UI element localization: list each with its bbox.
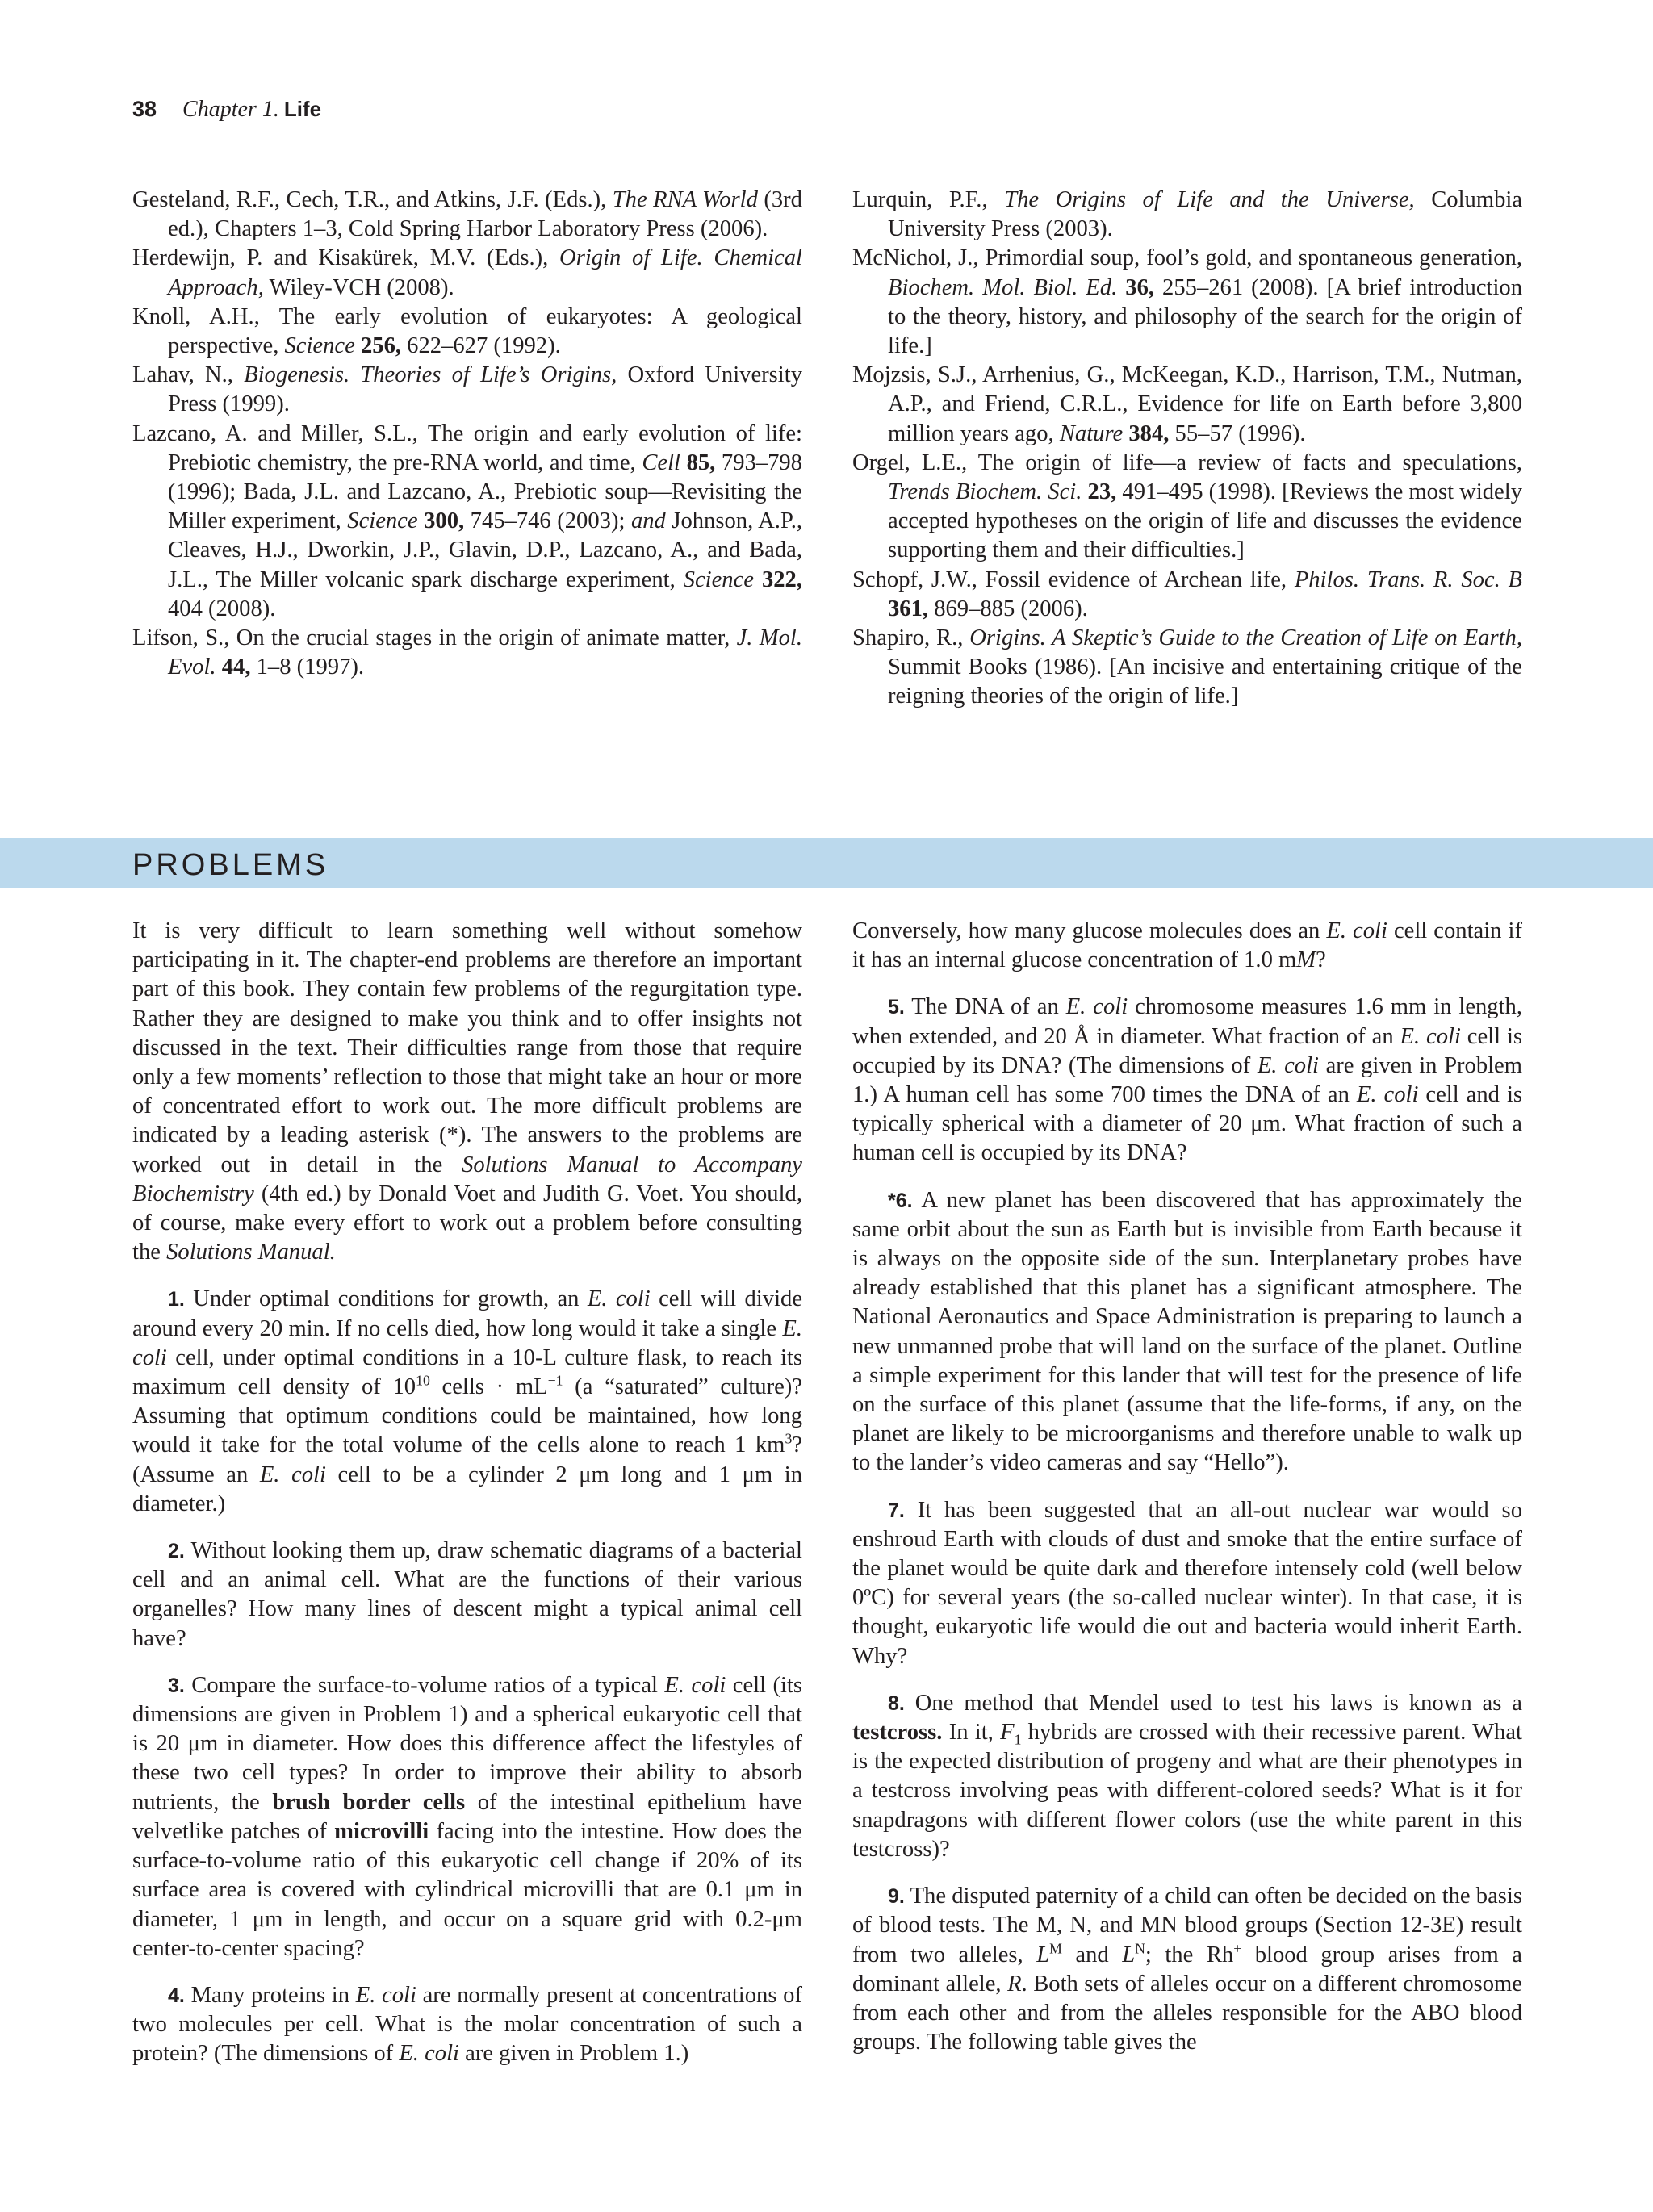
text-run: testcross. [852,1720,943,1746]
problems-heading: PROBLEMS [132,848,329,882]
text-run: cell contain if it has an internal glucose concentration of 1.0 m [852,918,1522,973]
text-run: Knoll, A.H., The early evolution of eukaryotes: A geological perspective, [132,303,802,359]
text-run: Nature [1059,420,1124,446]
text-run: cell is occupied by its DNA? (The dimensions of [852,1023,1523,1078]
text-run: are given in Problem 1.) [458,2041,689,2067]
text-run: E. coli [1400,1023,1461,1049]
problem-number: 5. [888,996,905,1019]
text-run: (4th ed.) by Donald Voet and Judith G. Voet. You should, of course, make every effort to work out a problem before consulting the [132,1181,802,1265]
left-reference-5 [132,420,802,624]
problem-number: 3. [168,1674,185,1697]
problem-number: 1. [168,1288,185,1311]
problem-1 [132,1285,802,1519]
right-reference-6 [852,624,1522,712]
text-run: 361, [888,596,929,621]
text-run: Shapiro, R., [852,625,970,651]
text-run: 622–627 (1992). [401,333,561,359]
right-reference-4 [852,449,1522,566]
text-run: E. coli [664,1672,726,1698]
text-run: microvilli [334,1818,429,1844]
text-run: L [1122,1942,1136,1967]
text-run: R [1007,1971,1022,1997]
text-run: Schopf, J.W., Fossil evidence of Archean life, [852,567,1295,592]
problem-8 [852,1689,1522,1864]
text-run: Under optimal conditions for growth, an [193,1286,588,1312]
text-run: Science [683,567,754,592]
text-run: Compare the surface-to-volume ratios of a typical [191,1672,665,1698]
left-reference-2 [132,244,802,302]
text-run: 793–798 (1996); Bada, J.L. and Lazcano, A., Prebiotic soup—Revisiting the Miller experiment, [168,450,802,534]
problem-number: 9. [888,1885,905,1909]
text-run: 300, [424,508,465,534]
problem-7 [852,1496,1522,1671]
text-run: E. coli [1356,1082,1419,1108]
left-reference-3 [132,303,802,361]
chapter-title: Life [283,97,322,121]
text-run: ? (Assume an [132,1432,802,1487]
text-run: (a “saturated” culture)? Assuming that optimum conditions could be maintained, how long would it take for the total volume of the cells alone to reach 1 km [132,1374,802,1458]
text-run: brush border cells [272,1789,466,1815]
text-run: 322, [761,567,802,592]
text-run: 10 [416,1372,430,1389]
problems-banner [0,838,1653,888]
text-run: Science [284,333,355,359]
text-run: Summit Books (1986). [An incisive and entertaining critique of the reigning theories of the origin of life.] [888,654,1522,709]
text-run: In it, [942,1720,1001,1746]
text-run: L [1036,1942,1050,1967]
chapter-label: Chapter 1. [182,97,279,122]
text-run: Gesteland, R.F., Cech, T.R., and Atkins, J.F. (Eds.), [132,187,613,212]
text-run: Solutions Manual. [166,1240,336,1265]
problems-intro [132,917,802,1267]
problem-4-continuation [852,917,1522,975]
text-run: 1 [1014,1731,1022,1748]
text-run: E. coli [1257,1052,1319,1078]
text-run: Johnson, A.P., Cleaves, H.J., Dworkin, J.P., Glavin, D.P., Lazcano, A., and Bada, J.L., The Miller volcanic spark discharge experiment, [168,508,802,592]
text-run: 256, [360,333,402,359]
text-run: 3 [785,1430,793,1447]
page-number: 38 [132,97,157,121]
text-run: 255–261 (2008). [A brief introduction to the theory, history, and philosophy of the search for the origin of life.] [888,274,1522,359]
problem-number: 4. [168,1984,185,2007]
text-run: 491–495 (1998). [Reviews the most widely accepted hypotheses on the origin of life and discusses the evidence supporting them and their difficulties.] [888,479,1522,563]
text-run: Biochem. Mol. Biol. Ed. [888,274,1118,300]
text-run [1117,275,1125,300]
text-run: E. coli [355,1982,416,2008]
text-run: 85, [686,450,716,475]
text-run: F [1000,1720,1015,1746]
text-run: and [1061,1942,1123,1967]
text-run: cells · mL [429,1374,548,1400]
text-run: J. Mol. Evol. [168,625,802,680]
text-run: Origin of Life. Chemical Approach, [168,245,802,300]
text-run: M [1049,1939,1062,1956]
problem-6 [852,1186,1522,1478]
text-run: McNichol, J., Primordial soup, fool’s gold, and spontaneous generation, [852,245,1522,271]
text-run: Herdewijn, P. and Kisakürek, M.V. (Eds.), [132,245,560,271]
text-run: + [1233,1939,1242,1956]
text-run: 745–746 (2003); [464,508,631,534]
text-run: E. coli [259,1461,326,1487]
text-run: The RNA World [612,187,758,212]
text-run [680,450,687,475]
text-run: ; the Rh [1145,1942,1234,1967]
text-run: M [1296,947,1316,973]
problems-right-column [852,917,1522,2057]
text-run: cell will divide around every 20 min. If no cells died, how long would it take a single [132,1286,803,1341]
text-run: are given in Problem 1.) A human cell has some 700 times the DNA of an [852,1052,1522,1108]
text-run: Solutions Manual to Accompany Biochemistry [132,1152,802,1206]
problems-left-list [132,1285,802,2068]
text-run: Cell [642,450,680,475]
text-run: Lifson, S., On the crucial stages in the origin of animate matter, [132,625,737,651]
text-run: Wiley-VCH (2008). [263,274,454,300]
right-reference-2 [852,244,1522,361]
text-run: Lazcano, A. and Miller, S.L., The origin and early evolution of life: Prebiotic chemistry, the pre-RNA world, and time, [132,420,802,475]
text-run: 23, [1087,479,1117,505]
text-run: Columbia University Press (2003). [888,187,1523,242]
text-run: Science [347,508,418,534]
text-run: cell (its dimensions are given in Problem 1) and a spherical eukaryotic cell that is 20 μm in diameter. How does this difference affect the lifestyles of these two cell types? In order to improve their ability to absorb nutrients, the [132,1672,802,1815]
page-header [132,97,321,129]
text-run: 404 (2008). [168,596,276,621]
problem-2 [132,1537,802,1654]
problems-left-column [132,917,802,2069]
text-run: Trends Biochem. Sci. [888,479,1082,505]
text-run: E. coli [1326,918,1387,943]
text-run: 1–8 (1997). [250,654,365,680]
text-run: N [1135,1939,1145,1956]
text-run: blood group arises from a dominant allele, [852,1942,1522,1997]
text-run: cell and is typically spherical with a diameter of 20 μm. What fraction of such a human cell is occupied by its DNA? [852,1082,1523,1166]
text-run: Orgel, L.E., The origin of life—a review of facts and speculations, [852,450,1522,475]
text-run: The DNA of an [911,994,1066,1020]
text-run [418,508,425,533]
text-run: (3rd ed.), Chapters 1–3, Cold Spring Harbor Laboratory Press (2006). [168,187,802,242]
text-run: E. coli [132,1315,802,1370]
text-run: Lurquin, P.F., [852,187,1005,212]
text-run: Mojzsis, S.J., Arrhenius, G., McKeegan, K.D., Harrison, T.M., Nutman, A.P., and Friend, C.R.L., Evidence for life on Earth before 3,800 million years ago, [852,362,1522,446]
text-run: Conversely, how many glucose molecules does an [852,918,1327,943]
problem-4 [132,1981,802,2069]
left-reference-1 [132,186,802,244]
text-run: The Origins of Life and the Universe, [1004,187,1415,212]
text-run: chromosome measures 1.6 mm in length, when extended, and 20 Å in diameter. What fraction of an [852,994,1522,1049]
text-run: cell, under optimal conditions in a 10-L culture flask, to reach its maximum cell density of 10 [132,1344,802,1400]
text-run: Oxford University Press (1999). [168,362,802,417]
text-run: 44, [221,654,251,680]
problem-9 [852,1882,1522,2057]
text-run: Origins. A Skeptic’s Guide to the Creation of Life on Earth, [969,625,1522,651]
text-run [355,333,361,358]
right-reference-1 [852,186,1522,244]
text-run: The disputed paternity of a child can often be decided on the basis of blood tests. The M, N, and MN blood groups (Section 12-3E) result from two alleles, [852,1884,1522,1967]
text-run [1082,479,1087,504]
text-run: 384, [1128,420,1170,446]
problem-number: 8. [888,1691,905,1715]
text-run: A new planet has been discovered that has approximately the same orbit about the sun as Earth but is invisible from Earth because it is always on the opposite side of the sun. Interplanetary probes have already established that this planet has a significant atmosphere. The National Aeronautics and Space Administration is preparing to launch a new unmanned probe that will land on the surface of the planet. Outline a simple experiment for this lander that will test for the presence of life on the surface of this planet (assume that the life-forms, if any, on the planet are likely to be microorganisms and therefore unable to walk up to the lander’s video cameras and say “Hello”). [852,1187,1522,1476]
text-run: Biogenesis. Theories of Life’s Origins, [244,362,617,388]
problem-5 [852,993,1522,1168]
text-run: and [630,508,666,534]
text-run: Without looking them up, draw schematic diagrams of a bacterial cell and an animal cell. What are the functions of their various organelles? How many lines of descent might a typical animal cell have? [132,1538,802,1651]
text-run: facing into the intestine. How does the surface-to-volume ratio of this eukaryotic cell change if 20% of its surface area is covered with cylindrical microvilli that are 0.1 μm in diameter, 1 μm in length, and occur on a square grid with 0.2-μm center-to-center spacing? [132,1818,803,1961]
text-run [216,654,222,679]
references-left-column [132,186,802,682]
left-reference-6 [132,624,802,682]
text-run: It has been suggested that an all-out nuclear war would so enshroud Earth with clouds of dust and smoke that the entire surface of the planet would be quite dark and therefore intensely cold (well below 0ºC) for several years (the so-called nuclear winter). In that case, it is thought, eukaryotic life would die out and bacteria would inherit Earth. Why? [852,1497,1522,1669]
right-reference-5 [852,566,1522,624]
text-run: hybrids are crossed with their recessive parent. What is the expected distribution of progeny and what are their phenotypes in a testcross involving peas with different-colored seeds? What is it for snapdragons with different flower colors (use the white parent in this testcross)? [852,1720,1522,1862]
text-run: are normally present at concentrations of two molecules per cell. What is the molar concentration of such a protein? (The dimensions of [132,1982,802,2067]
text-run: −1 [547,1372,563,1389]
text-run: 36, [1125,274,1155,300]
references-right-column [852,186,1522,712]
problem-number: 2. [168,1540,185,1563]
left-reference-4 [132,361,802,419]
text-run: Many proteins in [190,1982,356,2008]
text-run: cell to be a cylinder 2 μm long and 1 μm in diameter.) [132,1461,802,1516]
text-run: . Both sets of alleles occur on a different chromosome from each other and from the alleles responsible for the ABO blood groups. The following table gives the [852,1971,1522,2055]
text-run: One method that Mendel used to test his laws is known as a [914,1690,1522,1716]
text-run: E. coli [587,1286,651,1312]
right-reference-3 [852,361,1522,449]
text-run: Philos. Trans. R. Soc. B [1294,567,1523,592]
text-run: of the intestinal epithelium have velvetlike patches of [132,1789,802,1844]
problems-right-list [852,993,1522,2057]
problem-number: 7. [888,1499,905,1522]
problem-3 [132,1671,802,1963]
text-run: E. coli [1065,994,1128,1020]
text-run: Lahav, N., [132,362,245,388]
text-run [754,567,762,592]
text-run: It is very difficult to learn something well without somehow participating in it. The chapter-end problems are therefore an important part of this book. They contain few problems of the regurgitation type. Rather they are designed to make you think and to offer insights not discussed in the text. Their difficulties range from those that require only a few moments’ reflection to those that might take an hour or more of concentrated effort to work out. The more difficult problems are indicated by a leading asterisk (*). The answers to the problems are worked out in detail in the [132,918,802,1177]
text-run: E. coli [399,2041,459,2067]
problem-number: *6. [888,1189,913,1212]
text-run: 869–885 (2006). [928,596,1088,621]
text-run: 55–57 (1996). [1169,420,1306,446]
text-run: ? [1316,947,1326,973]
